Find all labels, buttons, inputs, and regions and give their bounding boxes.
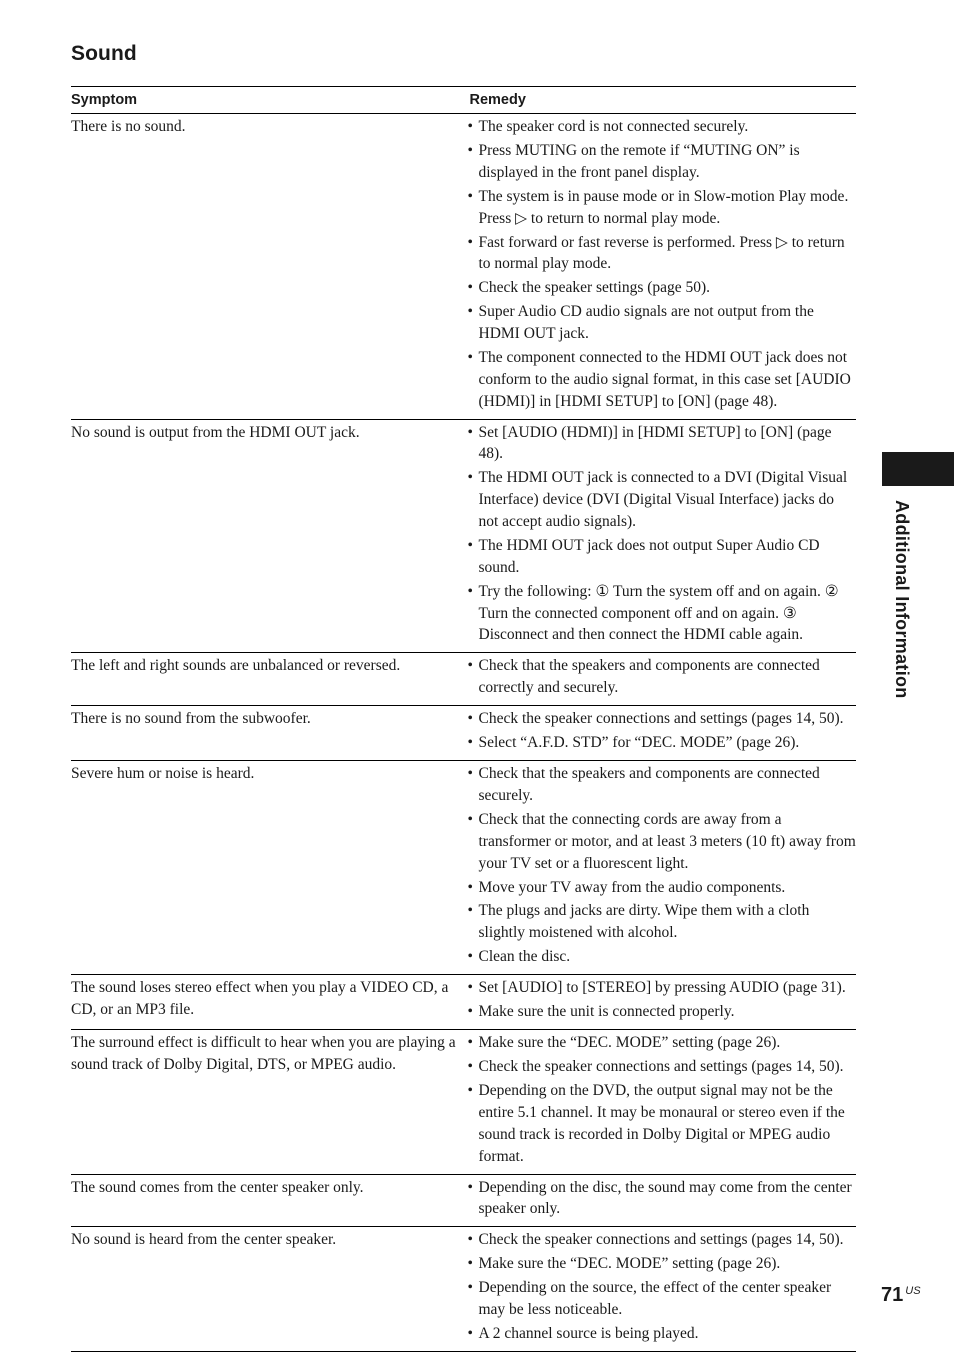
section-tab-marker [882,452,954,486]
symptom-cell: The sound loses stereo effect when you play a VIDEO CD, a CD, or an MP3 file. [71,979,449,1019]
remedy-item: • Super Audio CD audio signals are not output from the HDMI OUT jack. [470,301,857,345]
table-row [71,761,856,975]
remedy-item: • Try the following: ① Turn the system off and on again. ② Turn the connected component off and on again. ③ Disconnect and then connect the HDMI cable again. [470,581,857,646]
remedy-item: • The component connected to the HDMI OUT jack does not conform to the audio signal format, in this case set [AUDIO (HDMI)] in [HDMI SETUP] to [ON] (page 48). [470,347,857,412]
table-row [71,1030,856,1174]
remedy-item: • Depending on the DVD, the output signal may not be the entire 5.1 channel. It may be monaural or stereo even if the sound track is recorded in Dolby Digital or MPEG audio format. [470,1080,857,1167]
troubleshooting-table [71,86,856,1352]
remedy-cell [464,975,857,1030]
table-row [71,975,856,1030]
side-section-label: Additional Information [892,500,912,699]
remedy-item: • The system is in pause mode or in Slow-motion Play mode. Press ▷ to return to normal play mode. [470,186,857,230]
remedy-cell [464,761,857,975]
remedy-column-header: Remedy [464,87,857,114]
remedy-item: • The HDMI OUT jack is connected to a DVI (Digital Visual Interface) device (DVI (Digital Visual Interface) jacks do not accept audio signals). [470,467,857,532]
remedy-item: • Make sure the “DEC. MODE” setting (page 26). [470,1253,857,1275]
remedy-cell [464,1174,857,1227]
remedy-cell [464,419,857,653]
remedy-item: • Clean the disc. [470,946,857,968]
table-row [71,419,856,653]
symptom-cell: There is no sound from the subwoofer. [71,710,311,728]
table-row [71,653,856,706]
remedy-item: • Set [AUDIO (HDMI)] in [HDMI SETUP] to [ON] (page 48). [470,422,857,466]
remedy-list [470,977,857,1023]
table-row [71,114,856,420]
remedy-cell [464,114,857,420]
remedy-item: • Move your TV away from the audio components. [470,877,857,899]
remedy-cell [464,706,857,761]
remedy-item: • Depending on the source, the effect of the center speaker may be less noticeable. [470,1277,857,1321]
remedy-item: • Make sure the unit is connected properly. [470,1001,857,1023]
remedy-item: • Depending on the disc, the sound may come from the center speaker only. [470,1177,857,1221]
remedy-item: • Select “A.F.D. STD” for “DEC. MODE” (page 26). [470,732,857,754]
table-row [71,1227,856,1352]
symptom-cell: The surround effect is difficult to hear when you are playing a sound track of Dolby Digital, DTS, or MPEG audio. [71,1034,456,1074]
remedy-item: • The speaker cord is not connected securely. [470,116,857,138]
page-number-value: 71 [881,1284,904,1306]
table-body [71,114,856,1352]
remedy-item: • Press MUTING on the remote if “MUTING ON” is displayed in the front panel display. [470,140,857,184]
symptom-cell: The left and right sounds are unbalanced or reversed. [71,657,401,675]
remedy-item: • Check the speaker connections and settings (pages 14, 50). [470,1229,857,1251]
symptom-column-header: Symptom [71,87,464,114]
symptom-cell: No sound is output from the HDMI OUT jack. [71,423,360,441]
section-title: Sound [71,42,137,65]
remedy-list [470,1229,857,1345]
symptom-cell: There is no sound. [71,118,186,135]
remedy-list [470,422,857,647]
table-row [71,706,856,761]
table-header-row [71,87,856,114]
remedy-item: • A 2 channel source is being played. [470,1323,857,1345]
remedy-item: • Check that the speakers and components are connected correctly and securely. [470,655,857,699]
remedy-item: • Set [AUDIO] to [STEREO] by pressing AUDIO (page 31). [470,977,857,999]
remedy-item: • The plugs and jacks are dirty. Wipe them with a cloth slightly moistened with alcohol. [470,900,857,944]
remedy-item: • Check the speaker connections and settings (pages 14, 50). [470,1056,857,1078]
remedy-cell [464,653,857,706]
remedy-item: • Check the speaker connections and settings (pages 14, 50). [470,708,857,730]
remedy-item: • The HDMI OUT jack does not output Super Audio CD sound. [470,535,857,579]
remedy-list [470,116,857,412]
symptom-cell: Severe hum or noise is heard. [71,765,255,783]
remedy-list [470,763,857,968]
remedy-cell [464,1030,857,1174]
page-number-suffix: US [905,1285,921,1297]
page-number [881,1284,921,1307]
remedy-item: • Check that the speakers and components are connected securely. [470,763,857,807]
remedy-cell [464,1227,857,1352]
symptom-cell: No sound is heard from the center speaker. [71,1231,337,1249]
remedy-list [470,1177,857,1221]
remedy-list [470,1032,857,1167]
remedy-list [470,708,857,754]
remedy-item: • Check that the connecting cords are away from a transformer or motor, and at least 3 meters (10 ft) away from your TV set or a fluorescent light. [470,809,857,874]
remedy-item: • Fast forward or fast reverse is performed. Press ▷ to return to normal play mode. [470,232,857,276]
remedy-list [470,655,857,699]
table-row [71,1174,856,1227]
remedy-item: • Check the speaker settings (page 50). [470,277,857,299]
symptom-cell: The sound comes from the center speaker only. [71,1178,364,1196]
remedy-item: • Make sure the “DEC. MODE” setting (page 26). [470,1032,857,1054]
